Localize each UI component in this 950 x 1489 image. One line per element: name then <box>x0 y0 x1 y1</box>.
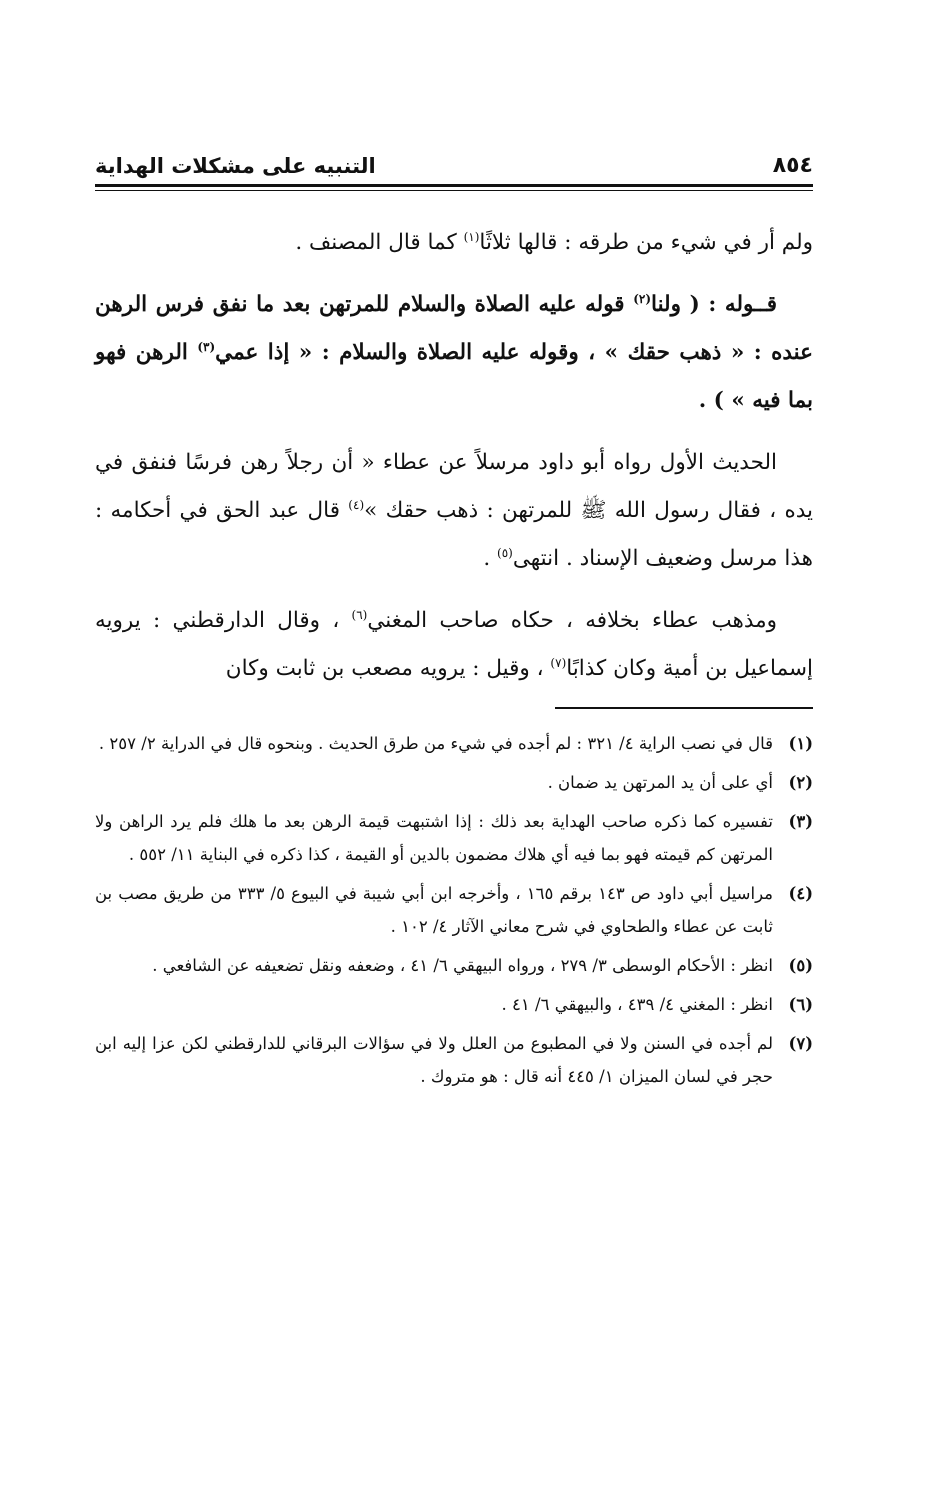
footnote-number: (١) <box>788 734 813 753</box>
running-header <box>95 140 813 178</box>
footnote-number: (٤) <box>788 884 813 903</box>
paragraph-1-text: ولم أر في شيء من طرقه : قالها ثلاثًا <box>479 230 813 255</box>
footnote-text: قال في نصب الراية ٤/ ٣٢١ : لم أجده في شيء من طرق الحديث . وبنحوه قال في الدراية ٢/ ٢٥٧ . <box>98 734 773 753</box>
paragraph-4-text-mid: ، وقال الدارقطني : يرويه إسماعيل بن أمية وكان كذابًا <box>95 608 813 681</box>
footnotes <box>95 727 813 1093</box>
footnote-number: (٦) <box>788 995 813 1014</box>
paragraph-2-text: قــوله : ( ولنا <box>651 292 777 317</box>
footnote-ref-6: (٦) <box>351 607 368 622</box>
footnote-ref-4: (٤) <box>348 497 365 512</box>
paragraph-4-text: ومذهب عطاء بخلافه ، حكاه صاحب المغني <box>367 608 778 633</box>
footnote-5 <box>95 949 813 982</box>
paragraph-1-text-end: كما قال المصنف . <box>295 230 464 255</box>
paragraph-1 <box>95 219 813 267</box>
footnote-6 <box>95 988 813 1021</box>
footnote-separator <box>555 707 813 709</box>
paragraph-4-text-end: ، وقيل : يرويه مصعب بن ثابت وكان <box>225 656 551 681</box>
footnote-ref-2: (٢) <box>633 291 652 306</box>
footnote-number: (٣) <box>788 812 813 831</box>
footnote-ref-1: (١) <box>463 229 480 244</box>
paragraph-3-text-mid: قال عبد الحق في أحكامه : هذا مرسل وضعيف الإسناد . انتهى <box>95 498 813 571</box>
paragraph-4 <box>95 597 813 693</box>
footnote-text: لم أجده في السنن ولا في المطبوع من العلل ولا في سؤالات البرقاني للدارقطني لكن عزا إليه ابن حجر في لسان الميزان ١/ ٤٤٥ أنه قال : هو متروك . <box>95 1034 773 1086</box>
footnote-7 <box>95 1027 813 1093</box>
page-number: ٨٥٤ <box>772 153 813 178</box>
header-rule-thin <box>95 190 813 191</box>
book-page <box>95 140 813 1099</box>
footnote-1 <box>95 727 813 760</box>
footnote-text: تفسيره كما ذكره صاحب الهداية بعد ذلك : إذا اشتبهت قيمة الرهن بعد ما هلك فلم يرد الراهن ولا المرتهن كم قيمته فهو بما فيه أي هلاك مضمون بالدين أو القيمة ، كذا ذكره في البناية ١١/ ٥٥٢ . <box>95 812 773 864</box>
footnote-number: (٥) <box>788 956 813 975</box>
footnote-ref-3: (٣) <box>197 339 216 354</box>
footnote-text: مراسيل أبي داود ص ١٤٣ برقم ١٦٥ ، وأخرجه ابن أبي شيبة في البيوع ٥/ ٣٣٣ من طريق مصب بن ثابت عن عطاء والطحاوي في شرح معاني الآثار ٤/ ١٠٢ . <box>95 884 774 936</box>
footnote-number: (٢) <box>788 773 813 792</box>
paragraph-2-quote <box>95 281 813 425</box>
book-title: التنبيه على مشكلات الهداية <box>95 154 376 178</box>
paragraph-3-text: الحديث الأول رواه أبو داود مرسلاً عن عطاء « أن رجلاً رهن فرسًا فنفق في يده ، فقال رسول الله ﷺ للمرتهن : ذهب حقك » <box>95 450 814 523</box>
footnote-text: انظر : المغني ٤/ ٤٣٩ ، والبيهقي ٦/ ٤١ . <box>501 995 773 1014</box>
footnote-ref-5: (٥) <box>497 545 513 560</box>
footnote-number: (٧) <box>788 1034 813 1053</box>
paragraph-3-text-end: . <box>483 546 497 571</box>
footnote-3 <box>95 805 813 871</box>
footnote-text: أي على أن يد المرتهن يد ضمان . <box>547 773 773 792</box>
header-rule-thick <box>95 184 813 187</box>
paragraph-2-text-mid: قوله عليه الصلاة والسلام للمرتهن بعد ما نفق فرس الرهن عنده : « ذهب حقك » ، وقوله عليه الصلاة والسلام : « إذا عمي <box>95 292 813 365</box>
footnote-2 <box>95 766 813 799</box>
main-text <box>95 219 813 693</box>
paragraph-2-text-end: الرهن فهو بما فيه » ) . <box>95 340 813 413</box>
paragraph-3 <box>95 439 813 583</box>
footnote-text: انظر : الأحكام الوسطى ٣/ ٢٧٩ ، ورواه البيهقي ٦/ ٤١ ، وضعفه ونقل تضعيفه عن الشافعي . <box>152 956 773 975</box>
footnote-4 <box>95 877 813 943</box>
footnote-ref-7: (٧) <box>550 655 567 670</box>
